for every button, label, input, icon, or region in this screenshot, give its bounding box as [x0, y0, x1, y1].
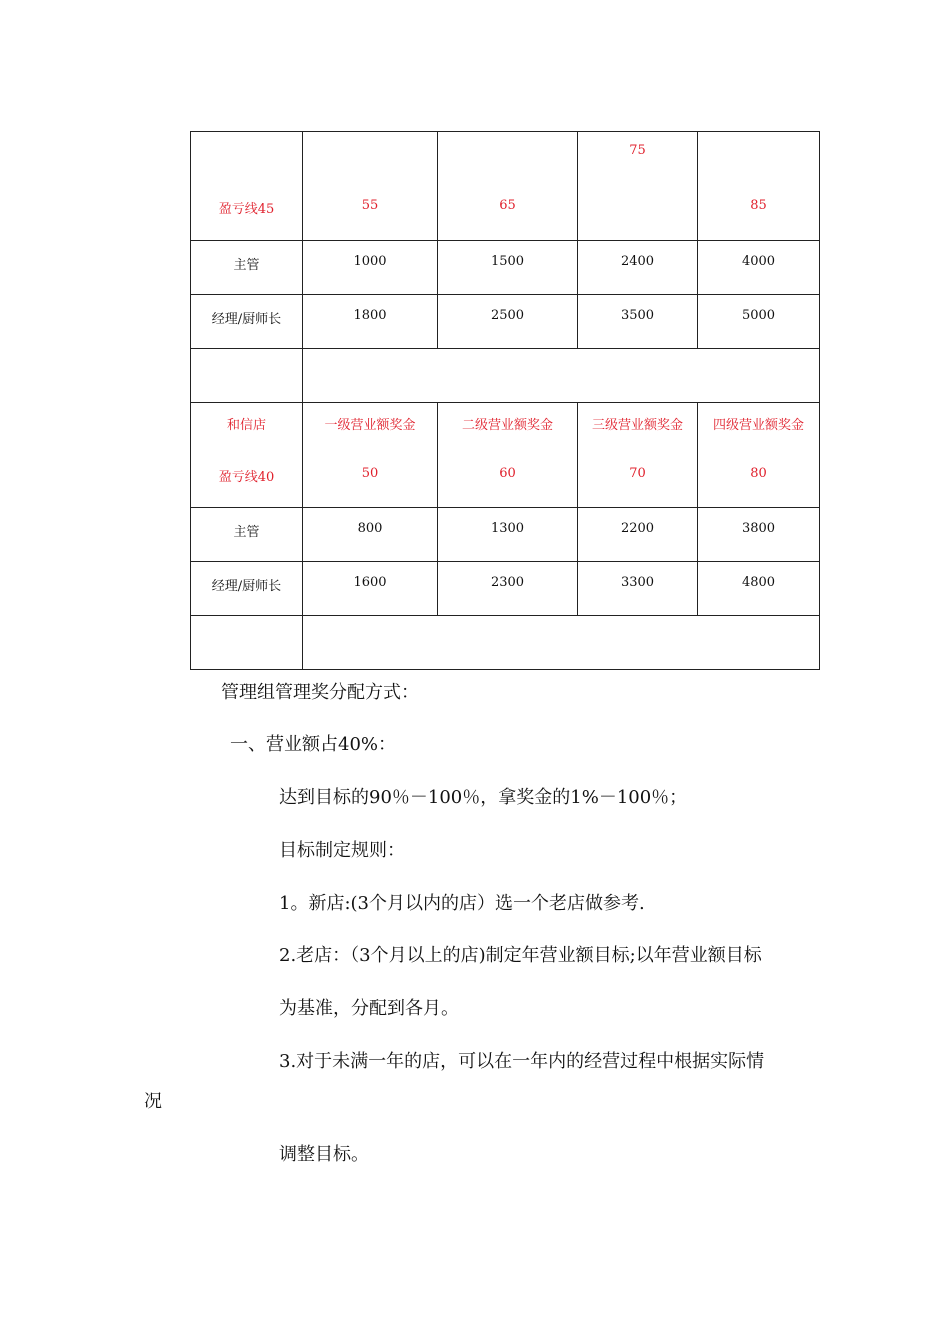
level-value: 50: [361, 466, 379, 481]
breakeven-label: 盈亏线40: [218, 470, 275, 485]
level-value: 75: [629, 143, 646, 158]
table-cell: [698, 241, 820, 295]
table-cell: [438, 403, 578, 508]
level-title: 三级营业额奖金: [591, 418, 683, 433]
table-row: [191, 403, 820, 508]
table-row: [191, 132, 820, 241]
role-label: 主管: [233, 258, 260, 273]
bonus-value: 1000: [353, 254, 387, 269]
rules-title: 目标制定规则：: [279, 840, 405, 861]
table-cell-empty: [303, 349, 820, 403]
bonus-value: 2500: [490, 308, 525, 323]
table-cell: [303, 295, 438, 349]
table-row: [191, 616, 820, 670]
table-cell: [698, 403, 820, 508]
bonus-value: 1800: [353, 308, 387, 323]
level-title: 一级营业额奖金: [324, 418, 416, 433]
item-heading: 一、营业额占40%：: [230, 734, 397, 755]
level-value: 70: [629, 466, 646, 481]
rule-item: 2.老店：（3个月以上的店)制定年营业额目标;以年营业额目标: [279, 945, 762, 966]
table-cell-empty: [303, 616, 820, 670]
bonus-value: 3800: [741, 521, 776, 536]
paragraph: 达到目标的90％－100％，拿奖金的1%－100％；: [279, 787, 688, 808]
breakeven-label: 盈亏线45: [218, 202, 275, 217]
level-value: 65: [499, 198, 516, 213]
bonus-value: 3300: [620, 575, 655, 590]
rule-item-continuation: 况: [144, 1091, 162, 1112]
table-cell: [191, 508, 303, 562]
bonus-value: 3500: [620, 308, 655, 323]
table-cell: [191, 403, 303, 508]
bonus-value: 1500: [490, 254, 525, 269]
table-row: [191, 295, 820, 349]
bonus-value: 2200: [620, 521, 655, 536]
table-cell: [303, 508, 438, 562]
table-cell: [578, 403, 698, 508]
level-value: 60: [499, 466, 516, 481]
table-cell: [438, 508, 578, 562]
table-cell: [303, 241, 438, 295]
bonus-table: [190, 131, 820, 670]
rule-item: 1。新店:(3个月以内的店）选一个老店做参考.: [279, 893, 645, 914]
table-cell: [191, 132, 303, 241]
table-cell: [578, 295, 698, 349]
table-cell-empty: [191, 349, 303, 403]
table-cell: [438, 562, 578, 616]
table-cell: [698, 508, 820, 562]
table-cell: [303, 132, 438, 241]
rule-item-continuation: 调整目标。: [279, 1144, 369, 1165]
table-cell: [303, 403, 438, 508]
level-title: 二级营业额奖金: [461, 418, 553, 433]
role-label: 经理/厨师长: [211, 579, 282, 594]
table-cell: [578, 562, 698, 616]
bonus-value: 5000: [741, 308, 776, 323]
bonus-value: 4000: [741, 254, 776, 269]
table-cell: [191, 295, 303, 349]
table-cell: [438, 241, 578, 295]
table-cell: [698, 562, 820, 616]
table-row: [191, 349, 820, 403]
bonus-value: 2300: [490, 575, 525, 590]
table-cell: [578, 508, 698, 562]
bonus-value: 1300: [490, 521, 525, 536]
level-value: 85: [750, 198, 767, 213]
table-cell: [438, 295, 578, 349]
section-heading: 管理组管理奖分配方式：: [221, 682, 419, 703]
rule-item-continuation: 为基准，分配到各月。: [279, 998, 459, 1019]
level-title: 四级营业额奖金: [712, 418, 804, 433]
table-cell: [698, 295, 820, 349]
level-value: 80: [750, 466, 767, 481]
role-label: 经理/厨师长: [211, 312, 282, 327]
table-cell-empty: [191, 616, 303, 670]
store-name: 和信店: [226, 418, 266, 433]
rule-item: 3.对于未满一年的店，可以在一年内的经营过程中根据实际情: [279, 1051, 765, 1072]
table-row: [191, 508, 820, 562]
table-cell: [578, 132, 698, 241]
table-cell: [578, 241, 698, 295]
table-cell: [303, 562, 438, 616]
bonus-value: 800: [357, 521, 383, 536]
bonus-value: 1600: [353, 575, 387, 590]
table-row: [191, 241, 820, 295]
role-label: 主管: [233, 525, 260, 540]
table-cell: [438, 132, 578, 241]
table-cell: [191, 562, 303, 616]
bonus-value: 2400: [620, 254, 655, 269]
bonus-value: 4800: [741, 575, 776, 590]
table-cell: [698, 132, 820, 241]
table-row: [191, 562, 820, 616]
level-value: 55: [361, 198, 379, 213]
table-cell: [191, 241, 303, 295]
